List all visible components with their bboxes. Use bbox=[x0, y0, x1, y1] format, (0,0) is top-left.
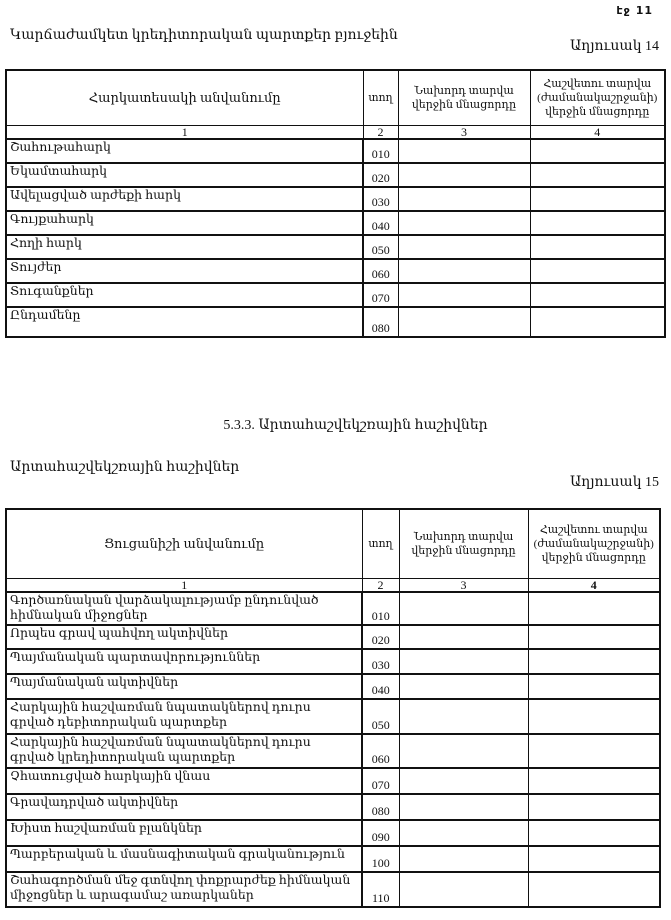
row-code: 010 bbox=[362, 592, 399, 625]
page-number: էջ 11 bbox=[616, 4, 653, 17]
row-name: Պարբերական և մասնագիտական գրականություն bbox=[6, 846, 362, 872]
table-row bbox=[6, 794, 660, 820]
row-code: 070 bbox=[362, 768, 399, 794]
report-year-cell[interactable] bbox=[528, 699, 660, 734]
column-number: 3 bbox=[398, 125, 530, 139]
row-code: 030 bbox=[362, 649, 399, 674]
row-name: Ընդամենը bbox=[6, 307, 363, 337]
row-code: 090 bbox=[362, 820, 399, 846]
row-code: 100 bbox=[362, 846, 399, 872]
report-year-cell[interactable] bbox=[530, 283, 665, 307]
report-year-cell[interactable] bbox=[528, 872, 660, 907]
row-code: 030 bbox=[363, 187, 398, 211]
table-row bbox=[6, 625, 660, 649]
table-row bbox=[6, 649, 660, 674]
header-row: տող bbox=[363, 70, 398, 125]
table-row bbox=[6, 163, 665, 187]
table-row bbox=[6, 734, 660, 768]
report-year-cell[interactable] bbox=[528, 674, 660, 699]
table14-label: Աղյուսակ 14 bbox=[569, 39, 659, 54]
row-name: Տուգանքներ bbox=[6, 283, 363, 307]
column-number: 1 bbox=[6, 578, 362, 592]
report-year-cell[interactable] bbox=[528, 734, 660, 768]
row-name: Հարկային հաշվառման նպատակներով դուրս գրված դեբիտորական պարտքեր bbox=[6, 699, 362, 734]
row-name: Հողի հարկ bbox=[6, 235, 363, 259]
table15 bbox=[5, 508, 661, 908]
column-number: 4 bbox=[530, 125, 665, 139]
row-code: 060 bbox=[362, 734, 399, 768]
prev-year-cell[interactable] bbox=[399, 794, 528, 820]
row-code: 060 bbox=[363, 259, 398, 283]
header-report-year: Հաշվետու տարվա (ժամանակաշրջանի) վերջին մնացորդը bbox=[530, 70, 665, 125]
header-name: Ցուցանիշի անվանումը bbox=[6, 509, 362, 578]
prev-year-cell[interactable] bbox=[399, 699, 528, 734]
prev-year-cell[interactable] bbox=[399, 649, 528, 674]
column-number: 4 bbox=[528, 578, 660, 592]
header-prev-year: Նախորդ տարվա վերջին մնացորդը bbox=[399, 509, 528, 578]
prev-year-cell[interactable] bbox=[399, 674, 528, 699]
row-code: 070 bbox=[363, 283, 398, 307]
header-report-year: Հաշվետու տարվա (ժամանակաշրջանի) վերջին մնացորդը bbox=[528, 509, 660, 578]
row-code: 110 bbox=[362, 872, 399, 907]
report-year-cell[interactable] bbox=[530, 235, 665, 259]
row-code: 010 bbox=[363, 139, 398, 163]
prev-year-cell[interactable] bbox=[398, 307, 530, 337]
row-name: Տույժեր bbox=[6, 259, 363, 283]
prev-year-cell[interactable] bbox=[399, 846, 528, 872]
report-year-cell[interactable] bbox=[530, 187, 665, 211]
report-year-cell[interactable] bbox=[530, 139, 665, 163]
prev-year-cell[interactable] bbox=[399, 872, 528, 907]
table-row bbox=[6, 307, 665, 337]
row-name: Գույքահարկ bbox=[6, 211, 363, 235]
row-name: Գործառնական վարձակալությամբ ընդունված հիմնական միջոցներ bbox=[6, 592, 362, 625]
table14 bbox=[5, 69, 666, 338]
row-name: Հարկային հաշվառման նպատակներով դուրս գրված կրեդիտորական պարտքեր bbox=[6, 734, 362, 768]
report-year-cell[interactable] bbox=[528, 649, 660, 674]
table-row bbox=[6, 872, 660, 907]
row-code: 050 bbox=[362, 699, 399, 734]
prev-year-cell[interactable] bbox=[398, 163, 530, 187]
row-name: Ավելացված արժեքի հարկ bbox=[6, 187, 363, 211]
report-year-cell[interactable] bbox=[528, 592, 660, 625]
row-name: Եկամտահարկ bbox=[6, 163, 363, 187]
table-row bbox=[6, 699, 660, 734]
table-row bbox=[6, 139, 665, 163]
prev-year-cell[interactable] bbox=[398, 211, 530, 235]
table-row bbox=[6, 235, 665, 259]
column-number: 1 bbox=[6, 125, 363, 139]
row-name: Խիստ հաշվառման բլանկներ bbox=[6, 820, 362, 846]
prev-year-cell[interactable] bbox=[398, 283, 530, 307]
table-row bbox=[6, 259, 665, 283]
prev-year-cell[interactable] bbox=[398, 235, 530, 259]
row-name: Չհատուցված հարկային վնաս bbox=[6, 768, 362, 794]
report-year-cell[interactable] bbox=[528, 846, 660, 872]
table-row bbox=[6, 211, 665, 235]
table-row bbox=[6, 283, 665, 307]
table-row bbox=[6, 592, 660, 625]
report-year-cell[interactable] bbox=[528, 820, 660, 846]
table-row bbox=[6, 820, 660, 846]
header-prev-year: Նախորդ տարվա վերջին մնացորդը bbox=[398, 70, 530, 125]
report-year-cell[interactable] bbox=[528, 768, 660, 794]
row-code: 040 bbox=[363, 211, 398, 235]
row-code: 040 bbox=[362, 674, 399, 699]
row-code: 020 bbox=[362, 625, 399, 649]
report-year-cell[interactable] bbox=[530, 259, 665, 283]
table15-title: Արտահաշվեկշռային հաշիվներ bbox=[10, 460, 240, 475]
table-row bbox=[6, 187, 665, 211]
row-name: Պայմանական պարտավորություններ bbox=[6, 649, 362, 674]
row-name: Որպես գրավ պահվող ակտիվներ bbox=[6, 625, 362, 649]
table-row bbox=[6, 768, 660, 794]
row-name: Պայմանական ակտիվներ bbox=[6, 674, 362, 699]
report-year-cell[interactable] bbox=[530, 307, 665, 337]
header-name: Հարկատեսակի անվանումը bbox=[6, 70, 363, 125]
report-year-cell[interactable] bbox=[530, 163, 665, 187]
row-name: Շահագործման մեջ գտնվող փոքրարժեք հիմնական միջոցներ և արագամաշ առարկաներ bbox=[6, 872, 362, 907]
row-code: 080 bbox=[362, 794, 399, 820]
row-code: 050 bbox=[363, 235, 398, 259]
section-heading: 5.3.3. Արտահաշվեկշռային հաշիվներ bbox=[223, 418, 488, 433]
report-year-cell[interactable] bbox=[528, 794, 660, 820]
row-code: 080 bbox=[363, 307, 398, 337]
column-number: 2 bbox=[363, 125, 398, 139]
column-number: 2 bbox=[362, 578, 399, 592]
prev-year-cell[interactable] bbox=[399, 592, 528, 625]
table14-title: Կարճաժամկետ կրեդիտորական պարտքեր բյուջեին bbox=[10, 28, 398, 43]
prev-year-cell[interactable] bbox=[399, 625, 528, 649]
table15-label: Աղյուսակ 15 bbox=[569, 475, 659, 490]
prev-year-cell[interactable] bbox=[399, 820, 528, 846]
table-row bbox=[6, 674, 660, 699]
table-row bbox=[6, 846, 660, 872]
report-year-cell[interactable] bbox=[528, 625, 660, 649]
prev-year-cell[interactable] bbox=[399, 768, 528, 794]
prev-year-cell[interactable] bbox=[398, 259, 530, 283]
row-name: Գրավադրված ակտիվներ bbox=[6, 794, 362, 820]
row-code: 020 bbox=[363, 163, 398, 187]
row-name: Շահութահարկ bbox=[6, 139, 363, 163]
header-row: տող bbox=[362, 509, 399, 578]
prev-year-cell[interactable] bbox=[398, 187, 530, 211]
column-number: 3 bbox=[399, 578, 528, 592]
report-year-cell[interactable] bbox=[530, 211, 665, 235]
prev-year-cell[interactable] bbox=[398, 139, 530, 163]
prev-year-cell[interactable] bbox=[399, 734, 528, 768]
